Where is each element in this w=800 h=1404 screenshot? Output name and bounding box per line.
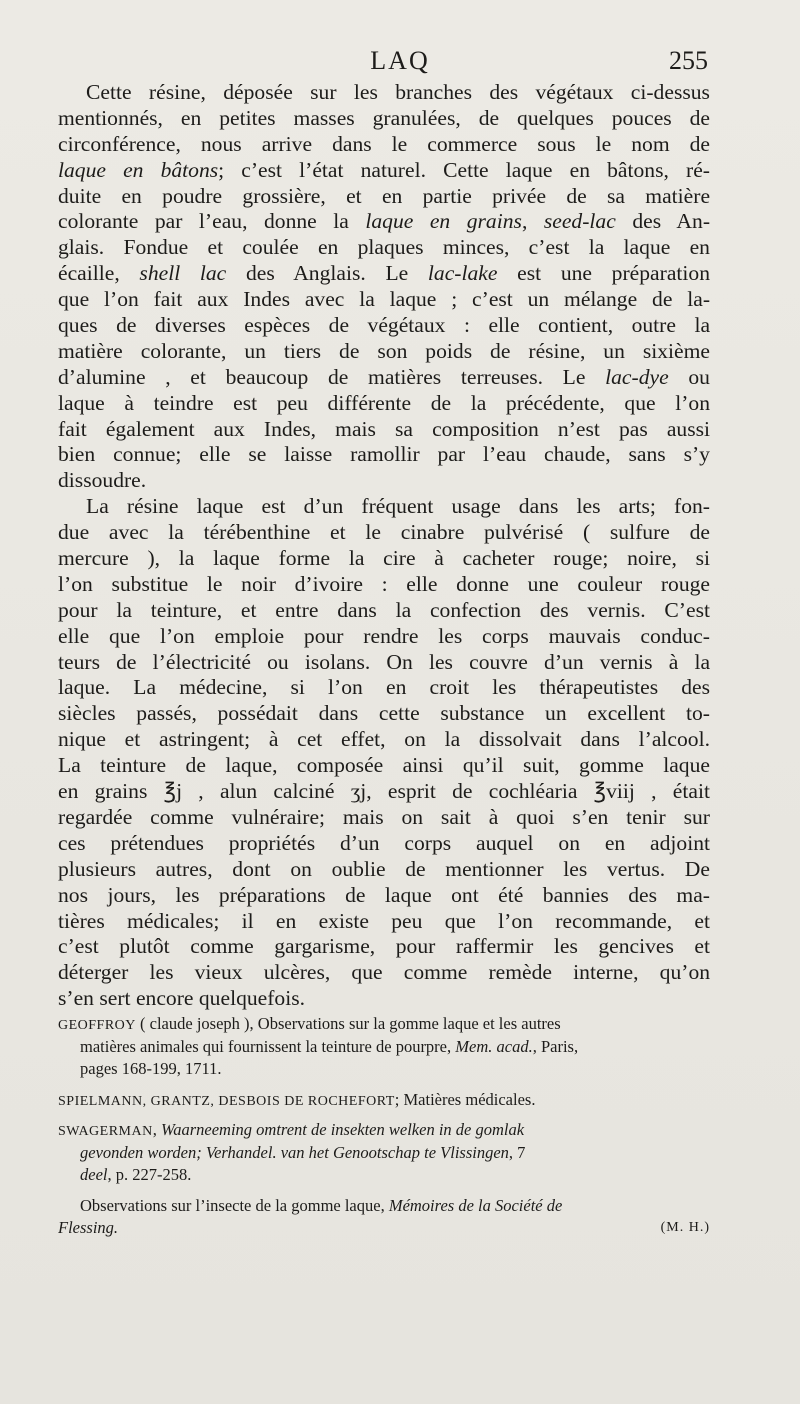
reference-line (58, 1164, 710, 1187)
text-run: l’on substitue le noir d’ivoire : elle donne une couleur rouge (58, 571, 710, 596)
text-line (58, 675, 710, 701)
text-run: La résine laque est d’un fréquent usage dans les arts; fon- (86, 494, 710, 519)
text-run: ; Matières médicales. (394, 1089, 536, 1109)
italic-text: Mémoires de la Société de (388, 1195, 563, 1215)
reference-line (58, 1119, 710, 1142)
reference-line (58, 1036, 710, 1059)
text-run: , (152, 1120, 161, 1139)
text-run: matières animales qui fournissent la teinture de pourpre, (80, 1036, 456, 1056)
text-line (58, 779, 710, 805)
text-line (58, 650, 710, 676)
text-line (58, 520, 710, 546)
text-line (58, 624, 710, 650)
author-name: SWAGERMAN (58, 1124, 153, 1139)
text-line (58, 132, 710, 158)
text-run: Cette résine, déposée sur les branches des végétaux ci-dessus (86, 80, 710, 104)
text-line (58, 80, 710, 106)
italic-text: shell lac (139, 261, 227, 286)
italic-text: Flessing. (58, 1218, 119, 1237)
reference-entry (58, 1089, 710, 1112)
text-run: laque à teindre est peu différente de la précédente, que l’on (58, 390, 710, 415)
italic-text: Waarneeming omtrent de insekten welken in de gomlak (160, 1120, 525, 1139)
text-line (58, 701, 710, 727)
text-run: nos jours, les préparations de laque ont été bannies des ma- (58, 882, 710, 907)
text-run: pages 168-199, 1711. (80, 1059, 222, 1078)
text-run: , (521, 209, 544, 234)
text-run: des Anglais. Le (226, 261, 428, 286)
author-attribution: (M. H.) (660, 1220, 710, 1235)
text-run: tières médicales; il en existe peu que l’on recommande, et (58, 908, 710, 933)
text-run: en grains ℥j , alun calciné ʒj, esprit de cochléaria ℥viij , était (58, 779, 710, 804)
italic-text: laque en grains (365, 209, 522, 234)
italic-text: gevonden worden; Verhandel. van het Genootschap te Vlissingen (80, 1142, 509, 1162)
reference-gap (58, 1081, 710, 1089)
text-line (58, 909, 710, 935)
reference-line (58, 1058, 710, 1081)
text-run: , 7 (508, 1142, 526, 1162)
reference-gap (58, 1187, 710, 1195)
text-run: fait également aux Indes, mais sa composition n’est pas aussi (58, 416, 710, 441)
text-run: c’est plutôt comme gargarisme, pour raffermir les gencives et (58, 934, 710, 959)
text-run: des An- (615, 209, 710, 234)
text-line (58, 209, 710, 235)
text-line (58, 598, 710, 624)
text-run: duite en poudre grossière, et en partie privée de sa matière (58, 183, 710, 208)
italic-text: deel (80, 1165, 108, 1184)
text-run: , Paris, (532, 1036, 579, 1056)
reference-entry (58, 1195, 710, 1240)
author-name: SPIELMANN, GRANTZ, DESBOIS DE ROCHEFORT (58, 1093, 395, 1109)
text-run: déterger les vieux ulcères, que comme remède interne, qu’on (58, 960, 710, 985)
text-run: ; c’est l’état naturel. Cette laque en bâtons, ré- (218, 157, 710, 182)
text-run: La teinture de laque, composée ainsi qu’il suit, gomme laque (58, 753, 710, 778)
headword: LAQ (370, 46, 430, 75)
italic-text: Mem. acad. (455, 1036, 533, 1056)
text-run: ou (668, 364, 710, 389)
italic-text: lac-dye (605, 364, 669, 389)
text-line (58, 235, 710, 261)
text-run: ques de diverses espèces de végétaux : elle contient, outre la (58, 313, 710, 338)
text-run: d’alumine , et beaucoup de matières terreuses. Le (58, 364, 606, 389)
italic-text: lac-lake (427, 261, 498, 286)
text-line (58, 727, 710, 753)
running-head (0, 46, 800, 80)
text-run: ( claude joseph ), Observations sur la gomme laque et les autres (135, 1014, 561, 1033)
page-number: 255 (669, 46, 708, 75)
reference-line (58, 1195, 710, 1218)
text-line (58, 365, 710, 391)
reference-line (58, 1217, 710, 1240)
text-run: s’en sert encore quelquefois. (58, 986, 306, 1011)
text-line (58, 158, 710, 184)
text-run: ces prétendues propriétés d’un corps auquel on en adjoint (58, 830, 710, 855)
text-line (58, 546, 710, 572)
text-line (58, 184, 710, 210)
text-line (58, 986, 710, 1012)
text-line (58, 572, 710, 598)
text-run: circonférence, nous arrive dans le commerce sous le nom de (58, 131, 710, 156)
text-run: , p. 227-258. (107, 1165, 192, 1184)
reference-line (58, 1089, 710, 1112)
text-run: est une préparation (497, 261, 710, 286)
text-line (58, 287, 710, 313)
text-line (58, 753, 710, 779)
text-run: due avec la térébenthine et le cinabre pulvérisé ( sulfure de (58, 520, 710, 545)
reference-gap (58, 1111, 710, 1119)
text-line (58, 106, 710, 132)
body-text (58, 80, 710, 1012)
reference-line (58, 1142, 710, 1165)
text-run: colorante par l’eau, donne la (58, 209, 366, 234)
text-run: écaille, (58, 261, 140, 286)
text-line (58, 960, 710, 986)
text-line (58, 417, 710, 443)
text-line (58, 831, 710, 857)
text-run: mercure ), la laque forme la cire à cacheter rouge; noire, si (58, 546, 710, 571)
text-run: mentionnés, en petites masses granulées, de quelques pouces de (58, 105, 710, 130)
italic-text: seed-lac (543, 209, 616, 234)
reference-line (58, 1013, 710, 1036)
author-name: GEOFFROY (58, 1018, 136, 1033)
text-line (58, 442, 710, 468)
text-run: siècles passés, possédait dans cette substance un excellent to- (58, 701, 710, 726)
text-line (58, 934, 710, 960)
reference-entry (58, 1013, 710, 1081)
text-run: elle que l’on emploie pour rendre les corps mauvais conduc- (58, 623, 710, 648)
italic-text: laque en bâtons (58, 157, 219, 182)
bibliography (58, 1013, 710, 1240)
text-line (58, 339, 710, 365)
text-line (58, 857, 710, 883)
text-run: bien connue; elle se laisse ramollir par l’eau chaude, sans s’y (58, 442, 710, 467)
text-run: regardée comme vulnéraire; mais on sait à quoi s’en tenir sur (58, 804, 710, 829)
text-run: plusieurs autres, dont on oublie de mentionner les vertus. De (58, 856, 710, 881)
text-line (58, 494, 710, 520)
text-run: matière colorante, un tiers de son poids de résine, un sixième (58, 338, 710, 363)
text-line (58, 883, 710, 909)
text-run: pour la teinture, et entre dans la confection des vernis. C’est (58, 597, 710, 622)
text-run: dissoudre. (58, 468, 147, 493)
reference-entry (58, 1119, 710, 1187)
text-run: nique et astringent; à cet effet, on la dissolvait dans l’alcool. (58, 727, 710, 752)
text-line (58, 313, 710, 339)
text-line (58, 261, 710, 287)
text-run: teurs de l’électricité ou isolans. On les couvre d’un vernis à la (58, 649, 710, 674)
text-line (58, 805, 710, 831)
text-line (58, 391, 710, 417)
text-line (58, 468, 710, 494)
text-run: glais. Fondue et coulée en plaques minces, c’est la laque en (58, 235, 710, 260)
text-run: laque. La médecine, si l’on en croit les thérapeutistes des (58, 675, 710, 700)
text-run: Observations sur l’insecte de la gomme laque, (80, 1195, 389, 1215)
text-run: que l’on fait aux Indes avec la laque ; c’est un mélange de la- (58, 287, 710, 312)
